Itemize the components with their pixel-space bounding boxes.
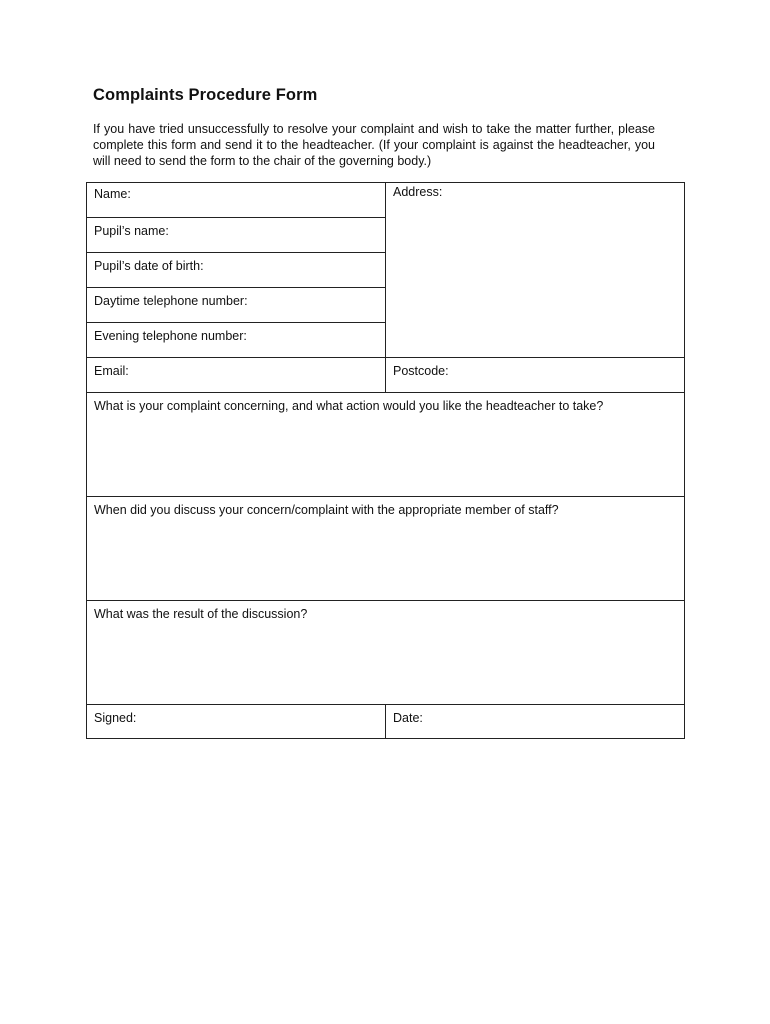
email-field[interactable]	[87, 358, 386, 393]
postcode-label: Postcode:	[393, 364, 449, 378]
daytime-phone-label: Daytime telephone number:	[94, 294, 248, 308]
daytime-phone-field[interactable]	[87, 288, 386, 323]
intro-paragraph: If you have tried unsuccessfully to resolve your complaint and wish to take the matter further, please complete this form and send it to the headteacher. (If your complaint is against the headteacher, you will need to send the form to the chair of the governing body.)	[93, 122, 655, 168]
complaint-label: What is your complaint concerning, and what action would you like the headteacher to take?	[94, 399, 604, 413]
complaint-field[interactable]	[87, 393, 685, 497]
discussion-when-label: When did you discuss your concern/complaint with the appropriate member of staff?	[94, 503, 559, 517]
evening-phone-field[interactable]	[87, 323, 386, 358]
discussion-when-field[interactable]	[87, 497, 685, 601]
page-title: Complaints Procedure Form	[93, 86, 318, 104]
postcode-field[interactable]	[386, 358, 685, 393]
discussion-result-field[interactable]	[87, 601, 685, 705]
signed-label: Signed:	[94, 711, 137, 725]
date-label: Date:	[393, 711, 423, 725]
address-label: Address:	[393, 185, 443, 199]
complaint-form-table	[86, 182, 685, 739]
address-field[interactable]	[386, 183, 685, 358]
discussion-result-label: What was the result of the discussion?	[94, 607, 308, 621]
evening-phone-label: Evening telephone number:	[94, 329, 247, 343]
pupil-dob-label: Pupil’s date of birth:	[94, 259, 204, 273]
date-field[interactable]	[386, 705, 685, 739]
pupil-name-label: Pupil’s name:	[94, 224, 169, 238]
signed-field[interactable]	[87, 705, 386, 739]
pupil-name-field[interactable]	[87, 218, 386, 253]
pupil-dob-field[interactable]	[87, 253, 386, 288]
name-label: Name:	[94, 187, 131, 201]
name-field[interactable]	[87, 183, 386, 218]
email-label: Email:	[94, 364, 129, 378]
